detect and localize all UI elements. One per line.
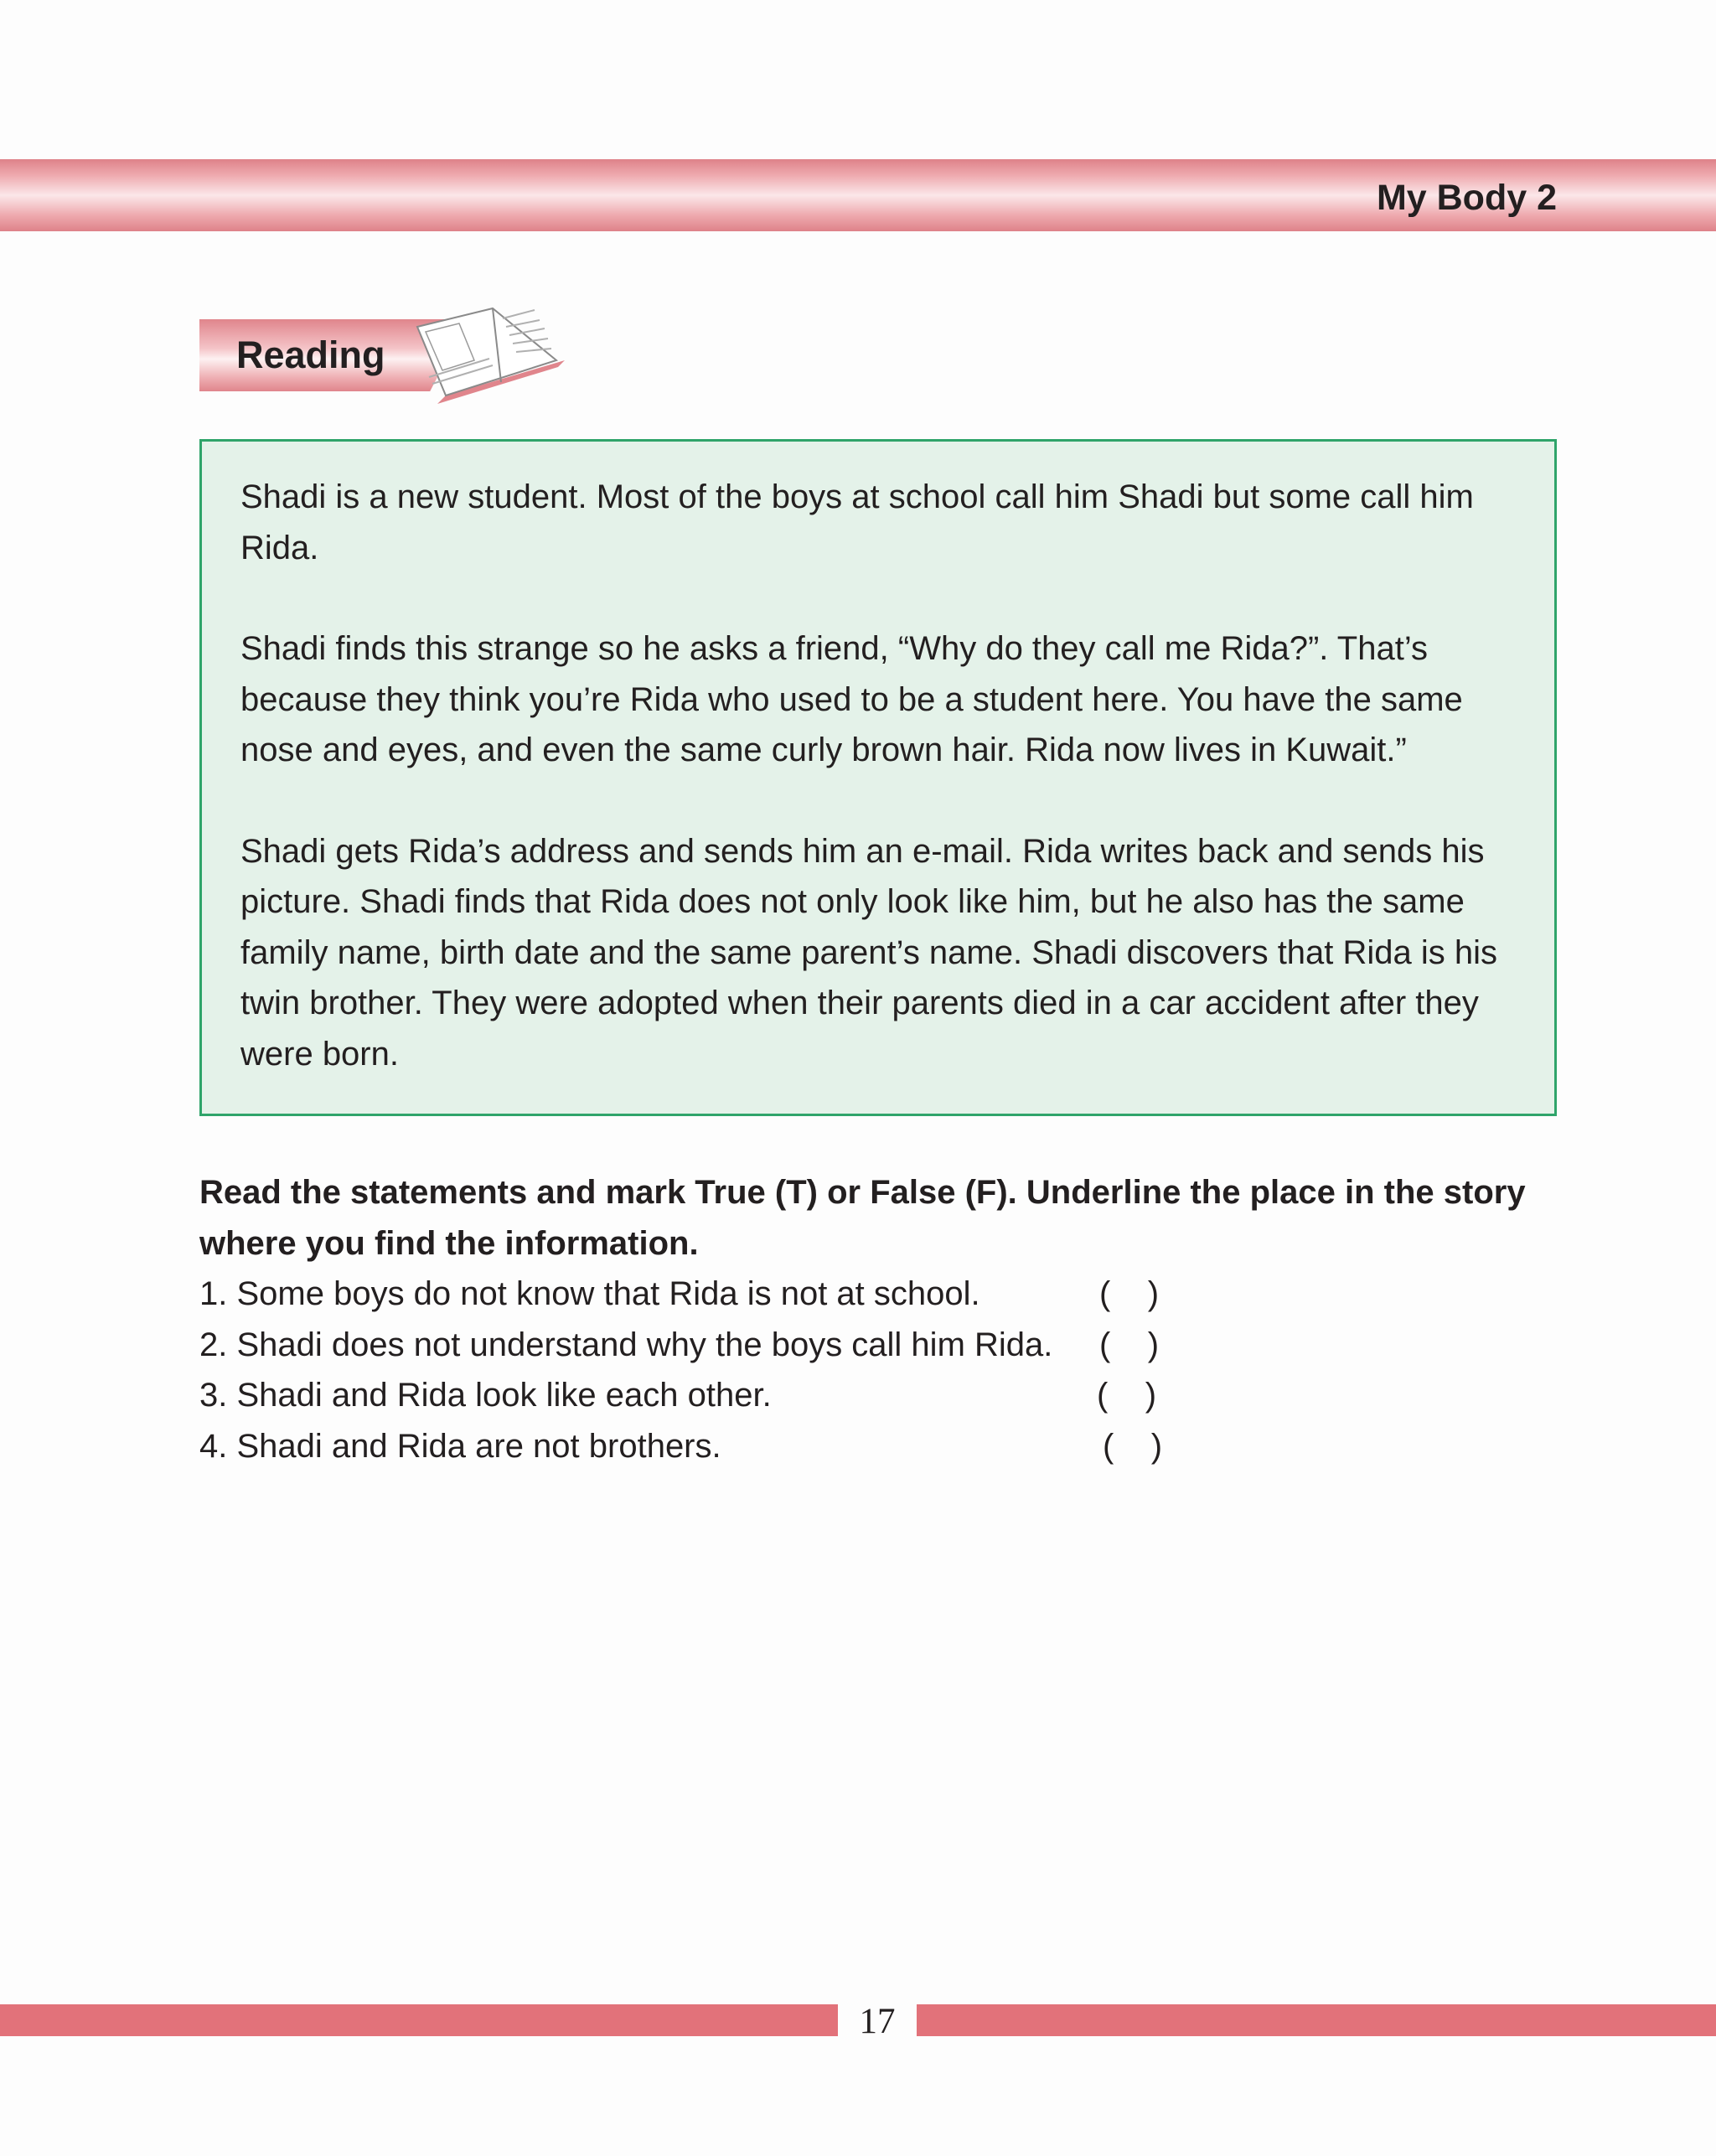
reading-section-label: Reading (236, 333, 385, 376)
statement-text: 3. Shadi and Rida look like each other. (199, 1377, 772, 1414)
statement-item (199, 1269, 1163, 1320)
footer-band-right (917, 2004, 1716, 2036)
open-book-icon (409, 302, 568, 411)
answer-box[interactable]: ( ) (1097, 1377, 1157, 1414)
statement-item (199, 1320, 1163, 1371)
footer-band-left (0, 2004, 838, 2036)
statement-item (199, 1421, 1163, 1472)
statement-text: 4. Shadi and Rida are not brothers. (199, 1427, 721, 1465)
story-paragraph-2: Shadi finds this strange so he asks a friend, “Why do they call me Rida?”. That’s because they think you’re Rida who used to be a student here. You have the same nose and eyes, and even the same curly brown hair. Rida now lives in Kuwait.” (240, 630, 1463, 768)
exercise-instructions: Read the statements and mark True (T) or False (F). Underline the place in the story where you find the information. (199, 1174, 1526, 1262)
answer-box[interactable]: ( ) (1099, 1326, 1160, 1363)
story-paragraph-1: Shadi is a new student. Most of the boys at school call him Shadi but some call him Rida. (240, 478, 1474, 566)
story-paragraph-3: Shadi gets Rida’s address and sends him an e-mail. Rida writes back and sends his picture. Shadi finds that Rida does not only look like him, but he also has the same family name, birth date and the same parent’s name. Shadi discovers that Rida is his twin brother. They were adopted when their parents died in a car accident after they were born. (240, 832, 1498, 1073)
story-box (199, 439, 1557, 1116)
statement-item (199, 1370, 1163, 1421)
answer-box[interactable]: ( ) (1103, 1427, 1163, 1465)
statement-text: 2. Shadi does not understand why the boys call him Rida. (199, 1326, 1053, 1363)
statement-text: 1. Some boys do not know that Rida is not at school. (199, 1275, 980, 1312)
statement-list (199, 1269, 1163, 1471)
answer-box[interactable]: ( ) (1099, 1275, 1160, 1312)
chapter-title: My Body 2 (1376, 178, 1557, 218)
page-number: 17 (859, 2002, 896, 2041)
